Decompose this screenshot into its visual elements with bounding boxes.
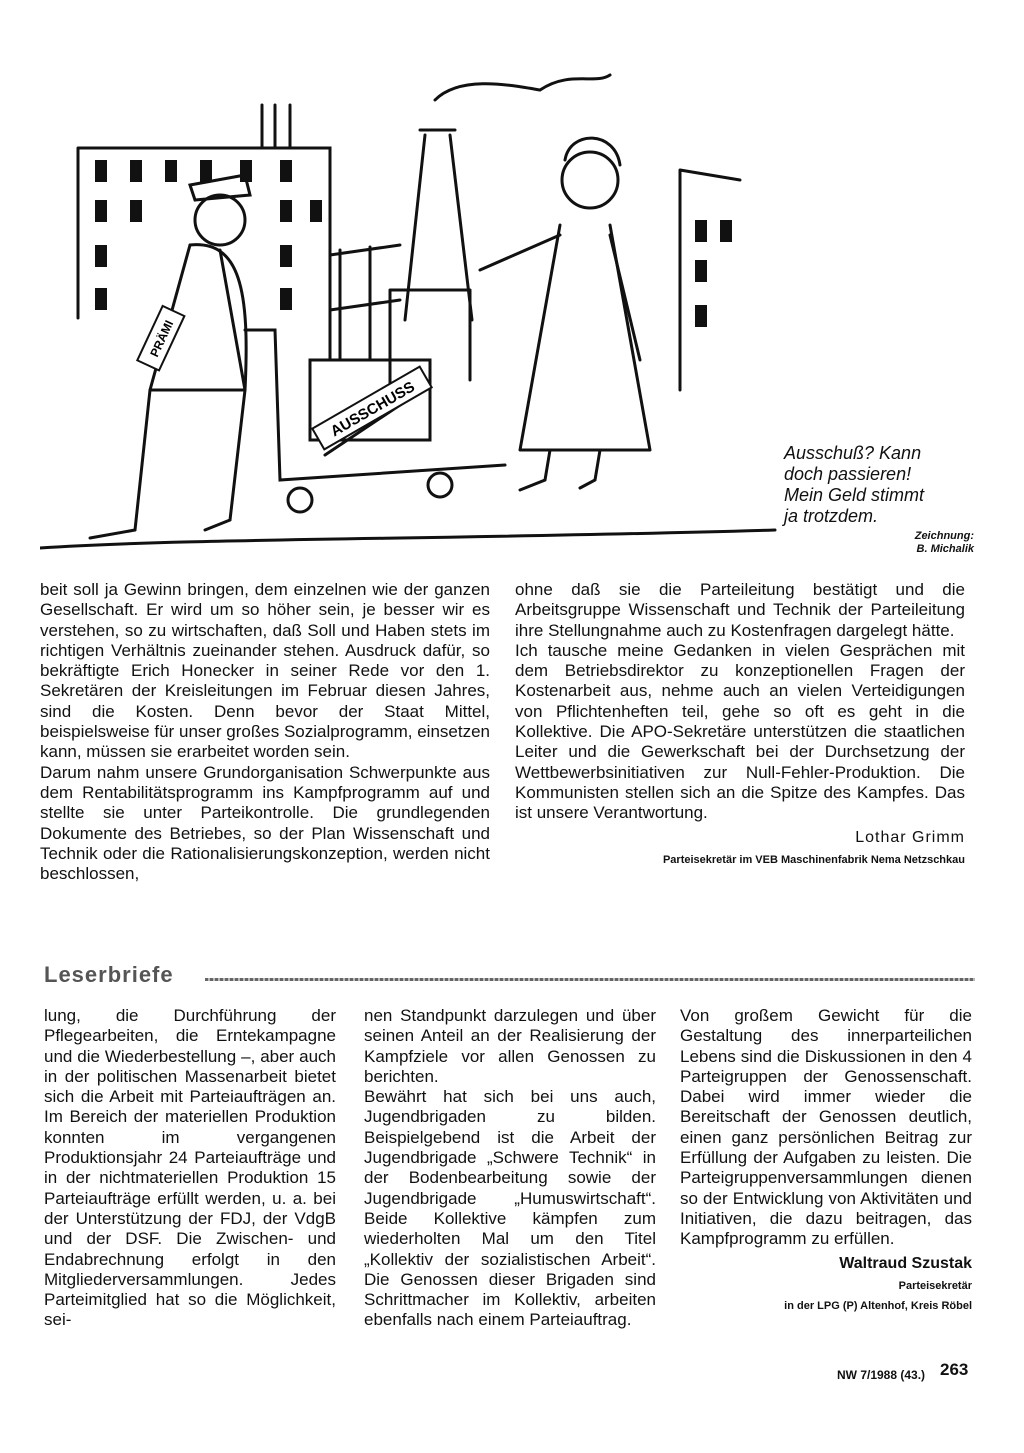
section-divider — [205, 978, 975, 981]
article-author: Lothar Grimm — [855, 828, 965, 846]
letters-column-3 — [680, 1006, 972, 1316]
cartoon-caption — [784, 443, 974, 556]
letter-paragraph: Bewährt hat sich bei uns auch, Jugendbrigaden zu bilden. Beispielgebend ist die Arbeit der Jugendbrigade „Schwere Technik“ in der Bodenbearbeitung sowie der Jugendbrigade „Humuswirtschaft“. Beide Kollektive kämpfen zum wiederholten Mal um den Titel „Kollektiv der sozialistischen Arbeit“. Die Genossen dieser Brigaden sind Schrittmacher im Kollektiv, arbeiten ebenfalls nach einem Parteiauftrag. — [364, 1087, 656, 1330]
credit-name: B. Michalik — [916, 543, 974, 555]
article-paragraph: ohne daß sie die Parteileitung bestätigt und die Arbeitsgruppe Wissenschaft und Technik der Parteileitung ihre Stellungnahme auch zu Kostenfragen dargelegt hätte. — [515, 580, 965, 640]
page-number: 263 — [940, 1360, 969, 1379]
article-column-right — [515, 580, 965, 870]
paper-label: PRÄMI — [147, 318, 177, 360]
credit-label: Zeichnung: — [914, 530, 974, 542]
letter-author-role: in der LPG (P) Altenhof, Kreis Röbel — [784, 1300, 972, 1313]
caption-line: doch passieren! — [784, 464, 912, 484]
letter-paragraph: nen Standpunkt darzulegen und über seinen Anteil an der Realisierung der Kampfziele vor allen Genossen zu berichten. — [364, 1006, 656, 1086]
caption-line: ja trotzdem. — [784, 506, 879, 526]
letter-author-role: Parteisekretär — [898, 1279, 972, 1292]
letters-column-1 — [44, 1006, 336, 1331]
issue-reference: NW 7/1988 (43.) — [837, 1368, 926, 1382]
crate-label: AUSSCHUSS — [327, 378, 418, 441]
illustration-credit — [784, 530, 974, 556]
section-heading: Leserbriefe — [44, 962, 174, 987]
article-paragraph: Darum nahm unsere Grundorganisation Schwerpunkte aus dem Rentabilitätsprogramm ins Kampfprogramm auf und stellte sie unter Parteikontrolle. Die grundlegenden Dokumente des Betriebes, so der Plan Wissenschaft und Technik oder die Rationalisierungskonzeption, werden nicht beschlossen, — [40, 762, 490, 884]
article-paragraph: beit soll ja Gewinn bringen, dem einzelnen wie der ganzen Gesellschaft. Er wird um so höher sein, je besser wir es verstehen, so zu wirtschaften, daß Soll und Haben stets im richtigen Verhältnis zueinander stehen. Ausdruck dafür, so bekräftigte Erich Honecker in seiner Rede vor den 1. Sekretären der Kreisleitungen im Februar diesen Jahres, sind die Kosten. Denn bevor der Staat Mittel, beispielsweise für unser großes Sozialprogramm, einsetzen kann, müssen sie erarbeitet worden sein. — [40, 580, 490, 762]
caption-line: Ausschuß? Kann — [784, 443, 922, 463]
letter-paragraph: Von großem Gewicht für die Gestaltung des innerparteilichen Lebens sind die Diskussionen in den 4 Parteigruppen der Genossenschaft. Dabei wird immer wieder die Bereitschaft der Genossen deutlich, einen ganz persönlichen Beitrag zur Erfüllung der Aufgaben zu leisten. Die Parteigruppenversammlungen dienen so der Entwicklung von Aktivitäten und Initiativen, die dazu beitragen, das Kampfprogramm zu erfüllen. — [680, 1006, 972, 1249]
letter-paragraph: lung, die Durchführung der Pflegearbeiten, die Erntekampagne und die Wiederbestellung –, aber auch in der politischen Massenarbeit bietet sich die Arbeit mit Parteiaufträgen an. Im Bereich der materiellen Produktion konnten im vergangenen Produktionsjahr 24 Parteiaufträge und in der nichtmateriellen Produktion 15 Parteiaufträge erfüllt werden, u. a. bei der Unterstützung der FDJ, der VdgB und der DSF. Die Zwischen- und Endabrechnung erfolgt in den Mitgliederversammlungen. Jedes Parteimitglied hat so die Möglichkeit, sei- — [44, 1006, 336, 1330]
letter-author: Waltraud Szustak — [839, 1254, 972, 1272]
article-author-role: Parteisekretär im VEB Maschinenfabrik Nema Netzschkau — [662, 853, 965, 866]
caption-line: Mein Geld stimmt — [784, 485, 925, 505]
article-paragraph: Ich tausche meine Gedanken in vielen Gesprächen mit dem Betriebsdirektor zu konzeptionellen Fragen der Kostenarbeit aus, nehme auch an vielen Verteidigungen von Pflichtenheften teil, gehe so oft es geht in die Kollektive. Die APO-Sekretäre unterstützen die staatlichen Leiter und die Gewerkschaft bei der Durchsetzung der Wettbewerbsinitiativen zur Null-Fehler-Produktion. Die Kommunisten stellen sich an die Spitze des Kampfes. Das ist unsere Verantwortung. — [515, 640, 965, 823]
letters-column-2 — [364, 1006, 656, 1331]
cartoon-illustration — [40, 60, 780, 560]
article-column-left — [40, 580, 490, 884]
